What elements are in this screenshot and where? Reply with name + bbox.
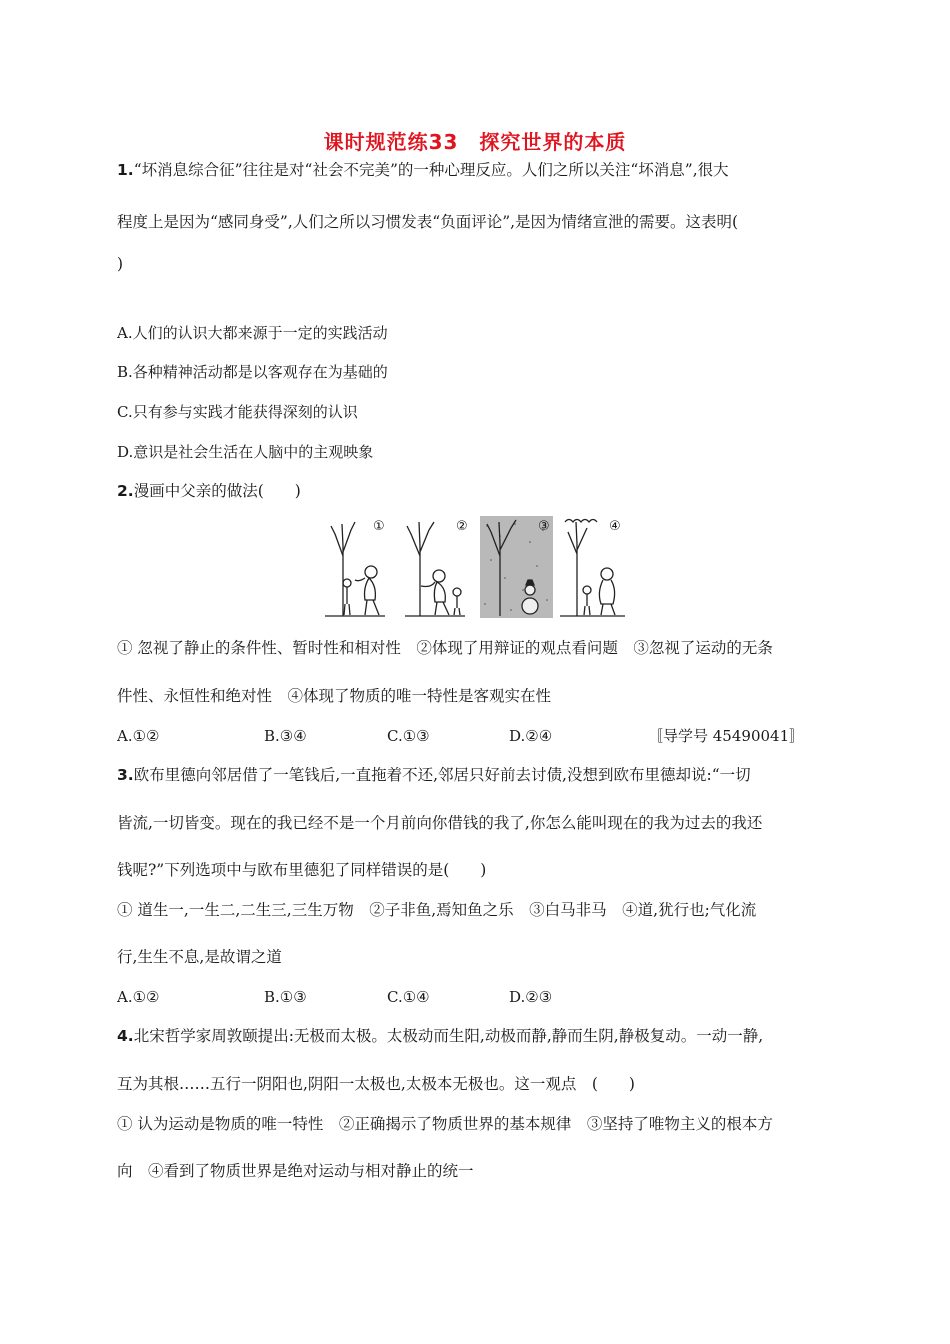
q2-stem [117,480,301,502]
q4-stem-line-2: 互为其根……五行一阴阳也,阴阳一太极也,太极本无极也。这一观点 ( ) [117,1075,635,1093]
q1-stem-line-1 [117,159,729,181]
q4-statements-line-1: ① 认为运动是物质的唯一特性 ②正确揭示了物质世界的基本规律 ③坚持了唯物主义的根本方 [117,1115,773,1133]
father-child-tree-comic [325,516,625,618]
panel-label-2: ② [456,519,468,534]
q3-statements-line-1: ① 道生一,一生二,二生三,三生万物 ②子非鱼,焉知鱼之乐 ③白马非马 ④道,犹行也;气化流 [117,901,757,919]
q3-stem-line-3: 钱呢?”下列选项中与欧布里德犯了同样错误的是( ) [117,861,487,879]
q1-stem-line-3: ) [117,255,124,273]
guide-reference-number: 〚导学号 45490041〛 [648,727,805,745]
q2-text: 漫画中父亲的做法( ) [133,482,301,500]
q2-option-d: D.②④ [509,727,553,745]
q3-option-c: C.①④ [387,988,430,1006]
q4-number: 4. [117,1027,134,1045]
q2-number: 2. [117,482,134,500]
q4-stem-line-1 [117,1025,763,1047]
q2-statements-line-1: ① 忽视了静止的条件性、暂时性和相对性 ②体现了用辩证的观点看问题 ③忽视了运动的无条 [117,639,773,657]
q1-option-d: D.意识是社会生活在人脑中的主观映象 [117,443,374,461]
q3-stem-line-1 [117,764,751,786]
q2-option-a: A.①② [117,727,160,745]
q1-text-1: “坏消息综合征”往往是对“社会不完美”的一种心理反应。人们之所以关注“坏消息”,很大 [133,161,729,179]
panel-1-drawing [325,522,385,616]
q3-option-b: B.①③ [264,988,307,1006]
panel-label-4: ④ [609,519,621,534]
q3-number: 3. [117,766,134,784]
q3-statements-line-2: 行,生生不息,是故谓之道 [117,948,282,966]
q2-statements-line-2: 件性、永恒性和绝对性 ④体现了物质的唯一特性是客观实在性 [117,687,552,705]
panel-label-3: ③ [538,519,550,534]
q1-number: 1. [117,161,134,179]
q4-statements-line-2: 向 ④看到了物质世界是绝对运动与相对静止的统一 [117,1162,474,1180]
q2-option-c: C.①③ [387,727,430,745]
panel-2-drawing [405,522,465,616]
q3-option-d: D.②③ [509,988,553,1006]
q1-option-a: A.人们的认识大都来源于一定的实践活动 [117,324,388,342]
q1-option-c: C.只有参与实践才能获得深刻的认识 [117,403,358,421]
q3-option-a: A.①② [117,988,160,1006]
q1-option-b: B.各种精神活动都是以客观存在为基础的 [117,363,388,381]
q2-option-b: B.③④ [264,727,307,745]
panel-label-1: ① [373,519,385,534]
q4-text-1: 北宋哲学家周敦颐提出:无极而太极。太极动而生阳,动极而静,静而生阴,静极复动。一动一静, [133,1027,764,1045]
q3-stem-line-2: 皆流,一切皆变。现在的我已经不是一个月前向你借钱的我了,你怎么能叫现在的我为过去的我还 [117,814,763,832]
q1-stem-line-2: 程度上是因为“感同身受”,人们之所以习惯发表“负面评论”,是因为情绪宣泄的需要。这表明( [117,213,739,231]
q3-text-1: 欧布里德向邻居借了一笔钱后,一直拖着不还,邻居只好前去讨债,没想到欧布里德却说:“一切 [133,766,751,784]
page-title: 课时规范练33 探究世界的本质 [323,130,627,154]
